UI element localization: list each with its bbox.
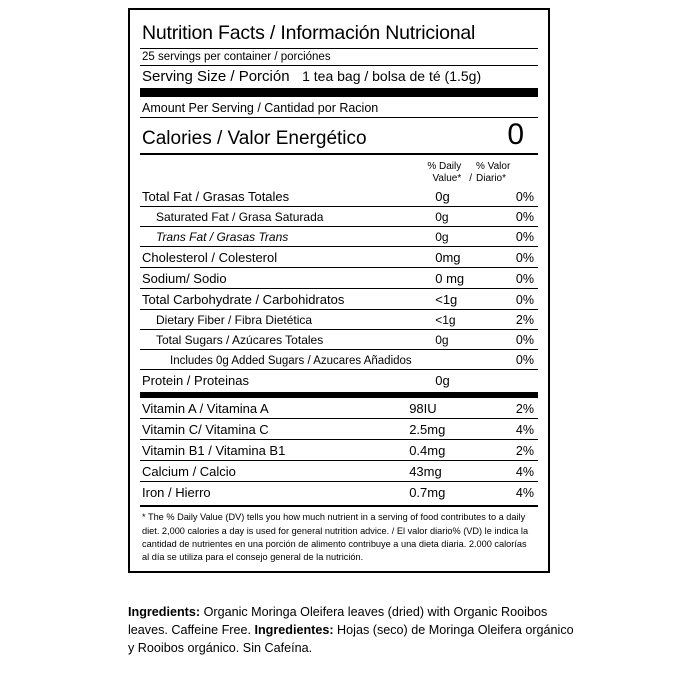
dv-header-en-line1: % Daily	[427, 161, 462, 173]
vitamin-name: Vitamin A / Vitamina A	[142, 400, 269, 416]
servings-per-container: 25 servings per container / porciónes	[142, 51, 331, 64]
daily-value-footnote: * The % Daily Value (DV) tells you how much nutrient in a serving of food contributes to a daily diet. 2,000 calories a day is used for general nutrition advice. / El valor diario% (VD) le indica la cantidad de nutrientes en una porción de alimento contribuye a una dieta diaria. 2.000 calorías al día se utiliza para el consejo general de la nutrición.	[142, 512, 529, 563]
table-row	[140, 350, 538, 370]
nutrient-name: Cholesterol / Colesterol	[140, 247, 433, 268]
vitamin-pct: 4%	[480, 419, 538, 440]
nutrient-name: Trans Fat / Grasas Trans	[140, 227, 433, 247]
table-row	[140, 440, 538, 461]
table-row	[140, 268, 538, 289]
nutrient-pct	[480, 370, 538, 391]
nutrient-name: Total Carbohydrate / Carbohidratos	[140, 289, 433, 310]
table-row	[140, 289, 538, 310]
table-row	[140, 310, 538, 330]
nutrient-amount: <1g	[433, 289, 480, 310]
nutrient-pct: 0%	[480, 330, 538, 350]
nutrient-name: Includes 0g Added Sugars / Azucares Añadidos	[140, 350, 480, 370]
calories-value: 0	[507, 118, 524, 152]
vitamin-amount: 98IU	[409, 400, 437, 416]
nutrients-body	[140, 186, 538, 390]
nutrient-amount: 0g	[433, 370, 480, 391]
amount-per-serving: Amount Per Serving / Cantidad por Racion	[142, 101, 379, 116]
nutrient-name: Total Fat / Grasas Totales	[142, 188, 290, 204]
vitamin-name: Calcium / Calcio	[140, 461, 407, 482]
ingredients-label-en: Ingredients:	[128, 605, 201, 619]
dv-header-es-line1: % Valor	[476, 161, 511, 173]
dv-header-slash: /	[469, 172, 472, 184]
table-row	[140, 370, 538, 391]
divider-amount	[140, 117, 538, 118]
nutrient-pct: 0%	[480, 207, 538, 227]
dv-header-spanish	[476, 161, 536, 184]
vitamin-name: Iron / Hierro	[140, 482, 407, 503]
table-row	[140, 398, 538, 419]
table-row	[140, 482, 538, 503]
table-row	[140, 419, 538, 440]
table-row	[140, 227, 538, 247]
nutrient-pct: 0%	[480, 268, 538, 289]
divider-servings	[140, 65, 538, 66]
vitamin-amount: 43mg	[407, 461, 480, 482]
nutrient-amount: 0g	[435, 188, 450, 204]
calories-label: Calories / Valor Energético	[142, 128, 367, 150]
table-row	[140, 207, 538, 227]
nutrient-pct: 0%	[480, 227, 538, 247]
vitamin-name: Vitamin C/ Vitamina C	[140, 419, 407, 440]
dv-header-english	[383, 161, 465, 184]
ingredients-section	[128, 604, 580, 658]
nutrient-amount: <1g	[433, 310, 480, 330]
table-row	[140, 247, 538, 268]
vitamin-pct: 2%	[515, 401, 534, 416]
serving-size-label: Serving Size / Porción	[142, 68, 290, 86]
vitamin-pct: 4%	[480, 482, 538, 503]
vitamins-table	[140, 398, 538, 502]
nutrient-pct: 0%	[480, 350, 538, 370]
nutrient-name: Sodium/ Sodio	[140, 268, 433, 289]
nutrition-facts-panel	[128, 8, 550, 573]
serving-size-row	[142, 68, 538, 85]
dv-header-en-line2: Value*	[432, 172, 462, 184]
ingredients-text-es: Hojas (seco) de Moringa Oleifera orgánico y Rooibos orgánico. Sin Cafeína.	[128, 622, 574, 655]
nutrient-pct: 0%	[480, 247, 538, 268]
nutrients-table	[140, 186, 538, 390]
nutrient-name: Protein / Proteinas	[140, 370, 433, 391]
ingredients-label-es: Ingredientes:	[254, 622, 334, 637]
dv-header-es-line2: Diario*	[476, 172, 507, 184]
divider-thick-top	[140, 88, 538, 97]
nutrient-amount: 0g	[433, 227, 480, 247]
nutrient-name: Total Sugars / Azúcares Totales	[140, 330, 433, 350]
nutrient-amount: 0g	[433, 330, 480, 350]
vitamin-amount: 0.4mg	[407, 440, 480, 461]
vitamin-name: Vitamin B1 / Vitamina B1	[140, 440, 407, 461]
table-row	[140, 461, 538, 482]
daily-value-header	[140, 158, 538, 186]
nutrient-amount: 0 mg	[433, 268, 480, 289]
vitamin-pct: 2%	[480, 440, 538, 461]
divider-calories	[140, 153, 538, 155]
nutrient-amount: 0g	[433, 207, 480, 227]
nutrient-pct: 0%	[480, 289, 538, 310]
nutrient-name: Dietary Fiber / Fibra Dietética	[140, 310, 433, 330]
table-row	[140, 330, 538, 350]
divider-title	[140, 48, 538, 49]
serving-size-value: 1 tea bag / bolsa de té (1.5g)	[302, 68, 482, 85]
page-title: Nutrition Facts / Información Nutricional	[142, 22, 476, 44]
vitamins-body	[140, 398, 538, 502]
vitamin-amount: 2.5mg	[407, 419, 480, 440]
nutrient-name: Saturated Fat / Grasa Saturada	[140, 207, 433, 227]
nutrient-pct: 0%	[515, 189, 534, 204]
divider-footnote	[140, 505, 538, 507]
nutrient-amount: 0mg	[433, 247, 480, 268]
calories-row	[142, 120, 536, 150]
vitamin-amount: 0.7mg	[407, 482, 480, 503]
table-row	[140, 186, 538, 207]
nutrient-pct: 2%	[480, 310, 538, 330]
vitamin-pct: 4%	[480, 461, 538, 482]
ingredients-text-en: Organic Moringa Oleifera leaves (dried) with Organic Rooibos leaves. Caffeine Free.	[128, 605, 548, 637]
